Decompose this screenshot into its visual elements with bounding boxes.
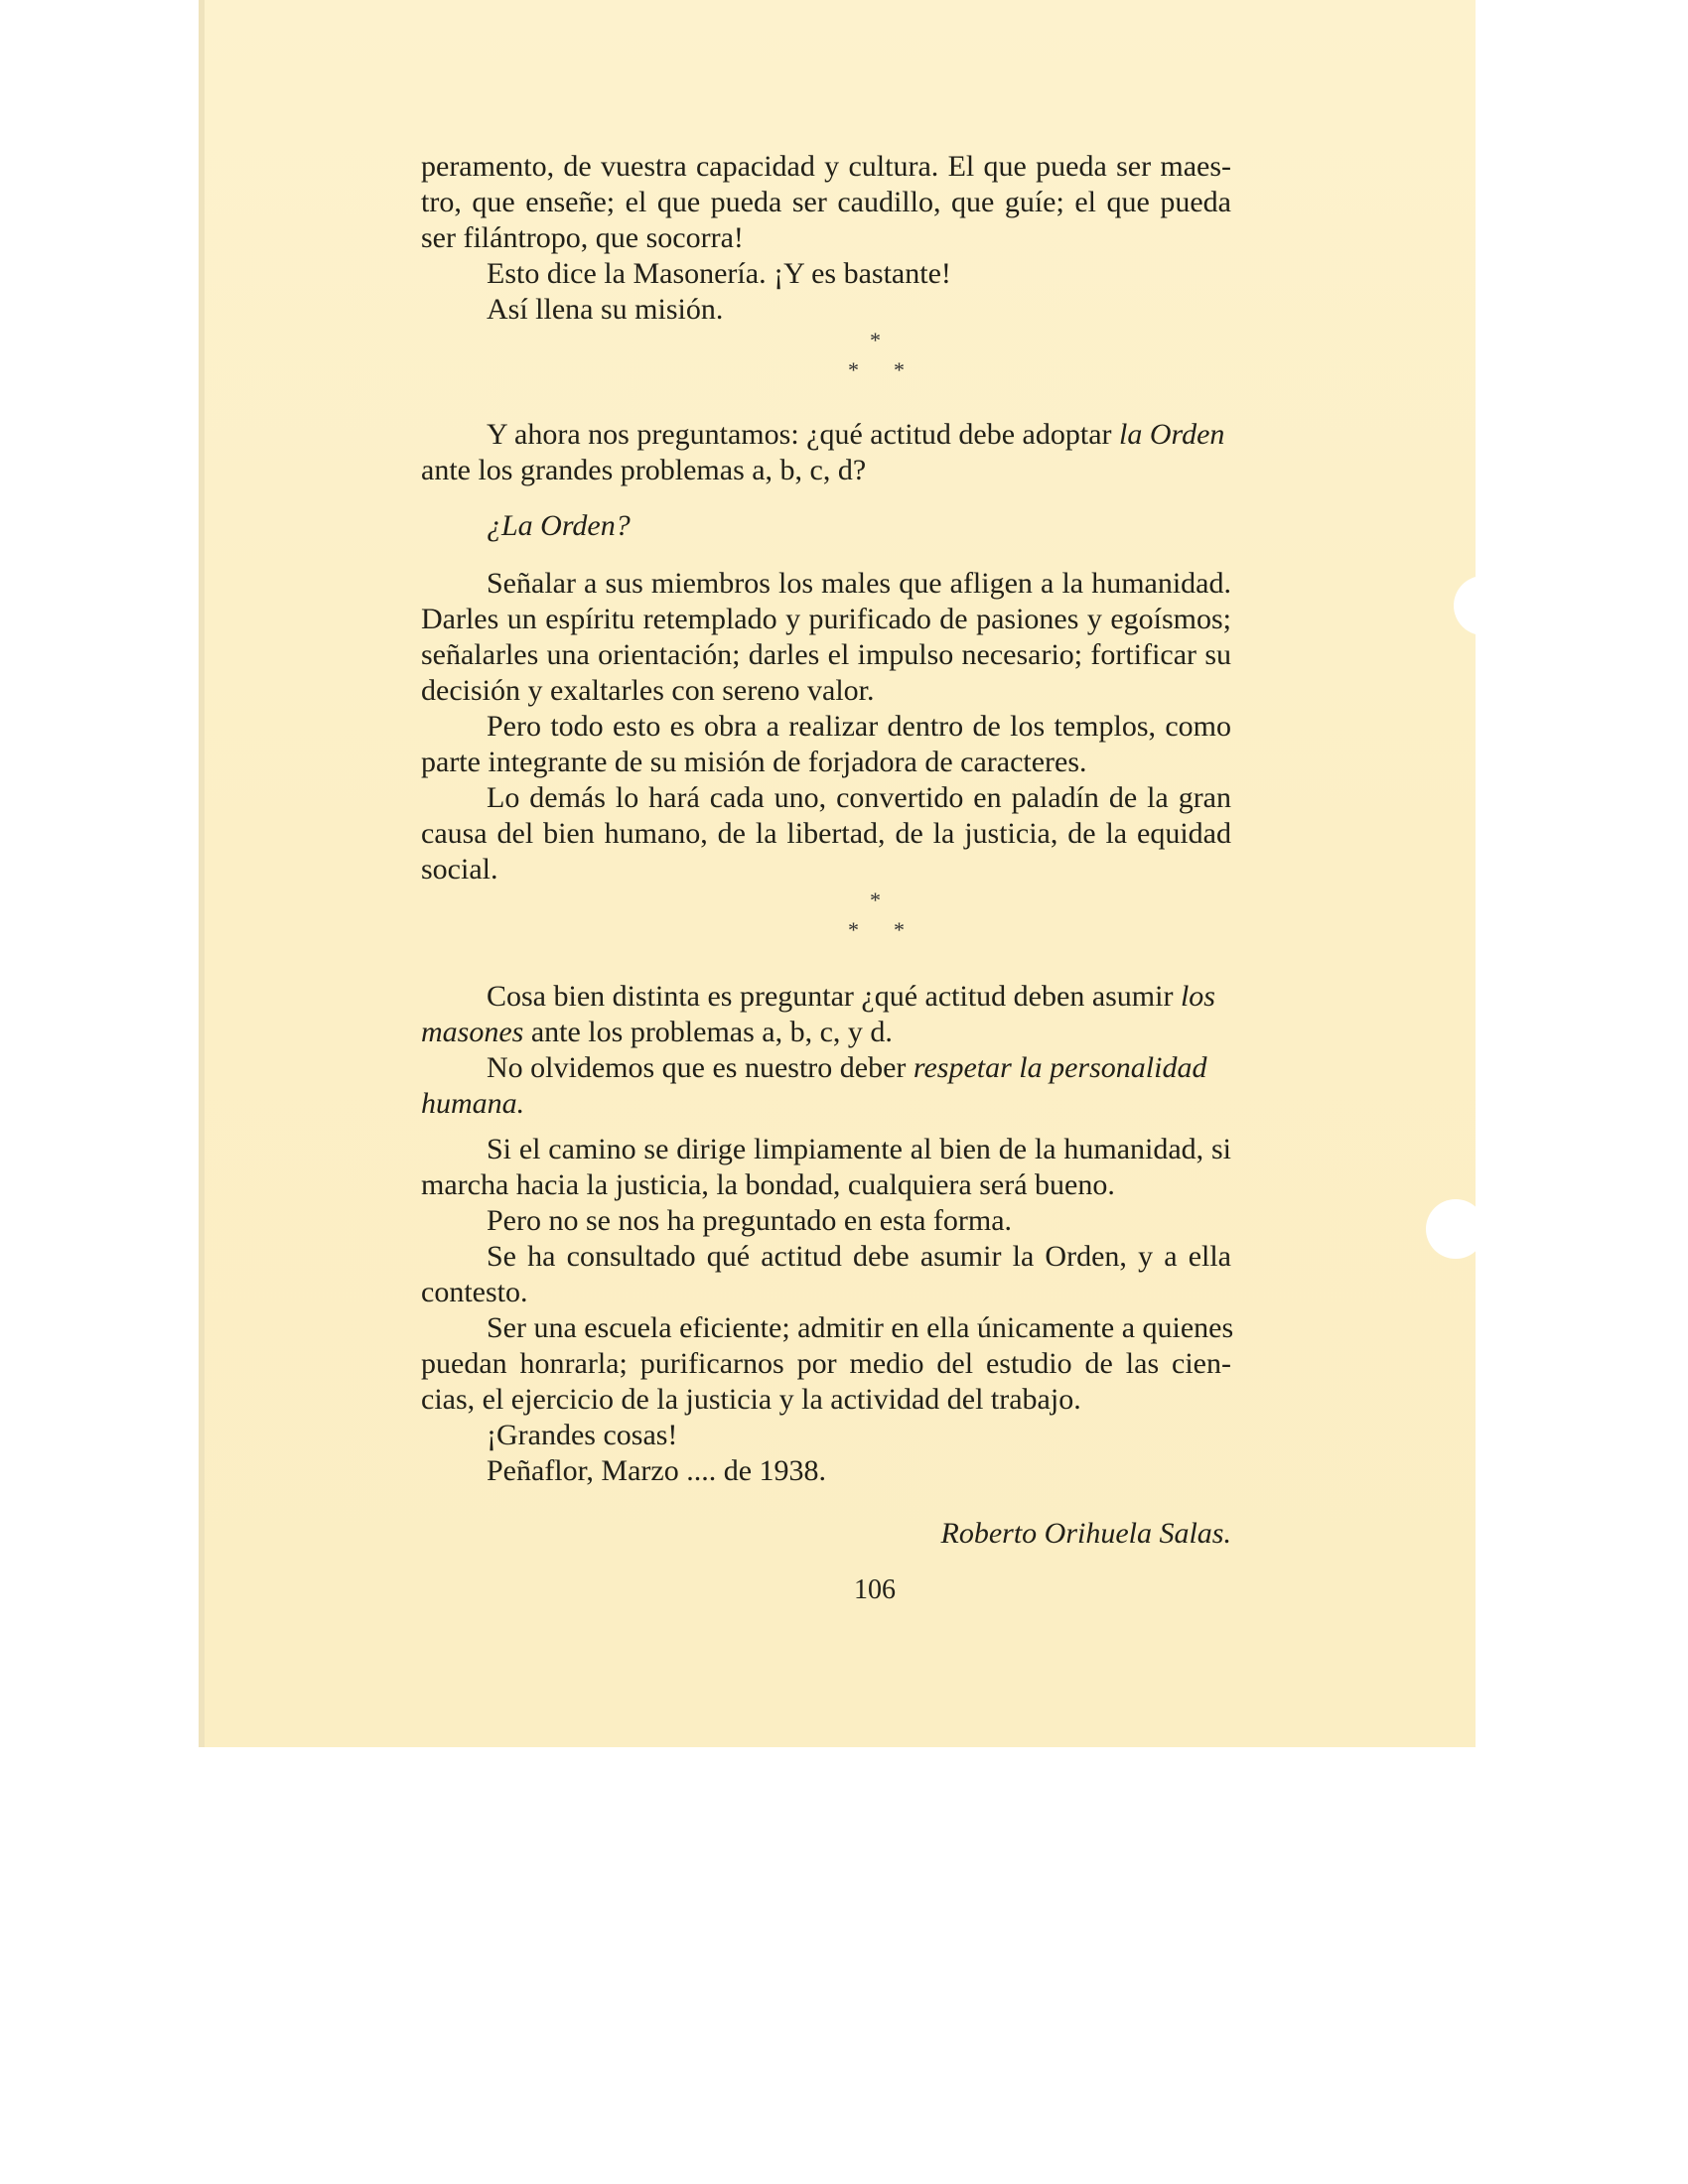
text-line: contesto. <box>421 1276 528 1308</box>
text-line: Se ha consultado qué actitud debe asumir la Orden, y a ella <box>487 1240 1231 1273</box>
text-line: Peñaflor, Marzo .... de 1938. <box>487 1454 827 1487</box>
author-signature: Roberto Orihuela Salas. <box>940 1517 1231 1550</box>
text-line <box>421 1015 1231 1050</box>
emphasis: respetar la personalidad <box>913 1051 1207 1084</box>
text-line: parte integrante de su misión de forjadora de caracteres. <box>421 746 1087 778</box>
page-number: 106 <box>854 1574 896 1605</box>
ornament-star: * <box>870 887 881 912</box>
text-line: Ser una escuela eficiente; admitir en ella únicamente a quienes <box>487 1311 1234 1344</box>
text-line: ¡Grandes cosas! <box>487 1419 678 1451</box>
text-segment: No olvidemos que es nuestro deber <box>487 1051 907 1084</box>
ornament-star: * <box>870 328 881 352</box>
text-line <box>421 1050 1231 1086</box>
text-line: Señalar a sus miembros los males que afligen a la humanidad. <box>487 567 1231 600</box>
text-line: puedan honrarla; purificarnos por medio del estudio de las cien- <box>421 1347 1231 1380</box>
emphasis: los <box>1180 980 1215 1013</box>
punch-hole-upper <box>1454 576 1513 635</box>
punch-hole-lower <box>1426 1199 1485 1259</box>
text-line: ser filántropo, que socorra! <box>421 221 744 254</box>
text-segment: ante los problemas a, b, c, y d. <box>530 1016 893 1048</box>
text-line: causa del bien humano, de la libertad, de la justicia, de la equidad <box>421 817 1231 850</box>
emphasis: la Orden <box>1119 418 1225 451</box>
text-line: Si el camino se dirige limpiamente al bien de la humanidad, si <box>487 1133 1231 1165</box>
emphasis: masones <box>421 1016 524 1048</box>
text-line: Darles un espíritu retemplado y purificado de pasiones y egoísmos; <box>421 603 1231 635</box>
text-line: Pero todo esto es obra a realizar dentro de los templos, como <box>487 710 1231 743</box>
text-line: cias, el ejercicio de la justicia y la actividad del trabajo. <box>421 1383 1081 1416</box>
text-line: social. <box>421 853 498 886</box>
text-segment: Cosa bien distinta es preguntar ¿qué actitud deben asumir <box>487 980 1174 1013</box>
ornament-star: * <box>894 357 905 382</box>
text-line: Pero no se nos ha preguntado en esta forma. <box>487 1204 1013 1237</box>
text-line: Lo demás lo hará cada uno, convertido en paladín de la gran <box>487 781 1231 814</box>
ornament-star: * <box>848 357 859 382</box>
text-line: ante los grandes problemas a, b, c, d? <box>421 454 867 486</box>
text-segment: Y ahora nos preguntamos: ¿qué actitud debe adoptar <box>487 418 1112 451</box>
text-line: Así llena su misión. <box>487 293 724 326</box>
text-line: ¿La Orden? <box>487 509 631 542</box>
text-line: peramento, de vuestra capacidad y cultura. El que pueda ser maes- <box>421 150 1231 183</box>
text-line: Esto dice la Masonería. ¡Y es bastante! <box>487 257 951 290</box>
text-line <box>421 979 1231 1015</box>
ornament-star: * <box>894 917 905 942</box>
text-line: decisión y exaltarles con sereno valor. <box>421 674 875 707</box>
text-line: marcha hacia la justicia, la bondad, cualquiera será bueno. <box>421 1168 1115 1201</box>
ornament-star: * <box>848 917 859 942</box>
text-line: humana. <box>421 1087 525 1120</box>
text-line: señalarles una orientación; darles el impulso necesario; fortificar su <box>421 638 1231 671</box>
text-line <box>421 417 1231 453</box>
text-line: tro, que enseñe; el que pueda ser caudillo, que guíe; el que pueda <box>421 186 1231 218</box>
